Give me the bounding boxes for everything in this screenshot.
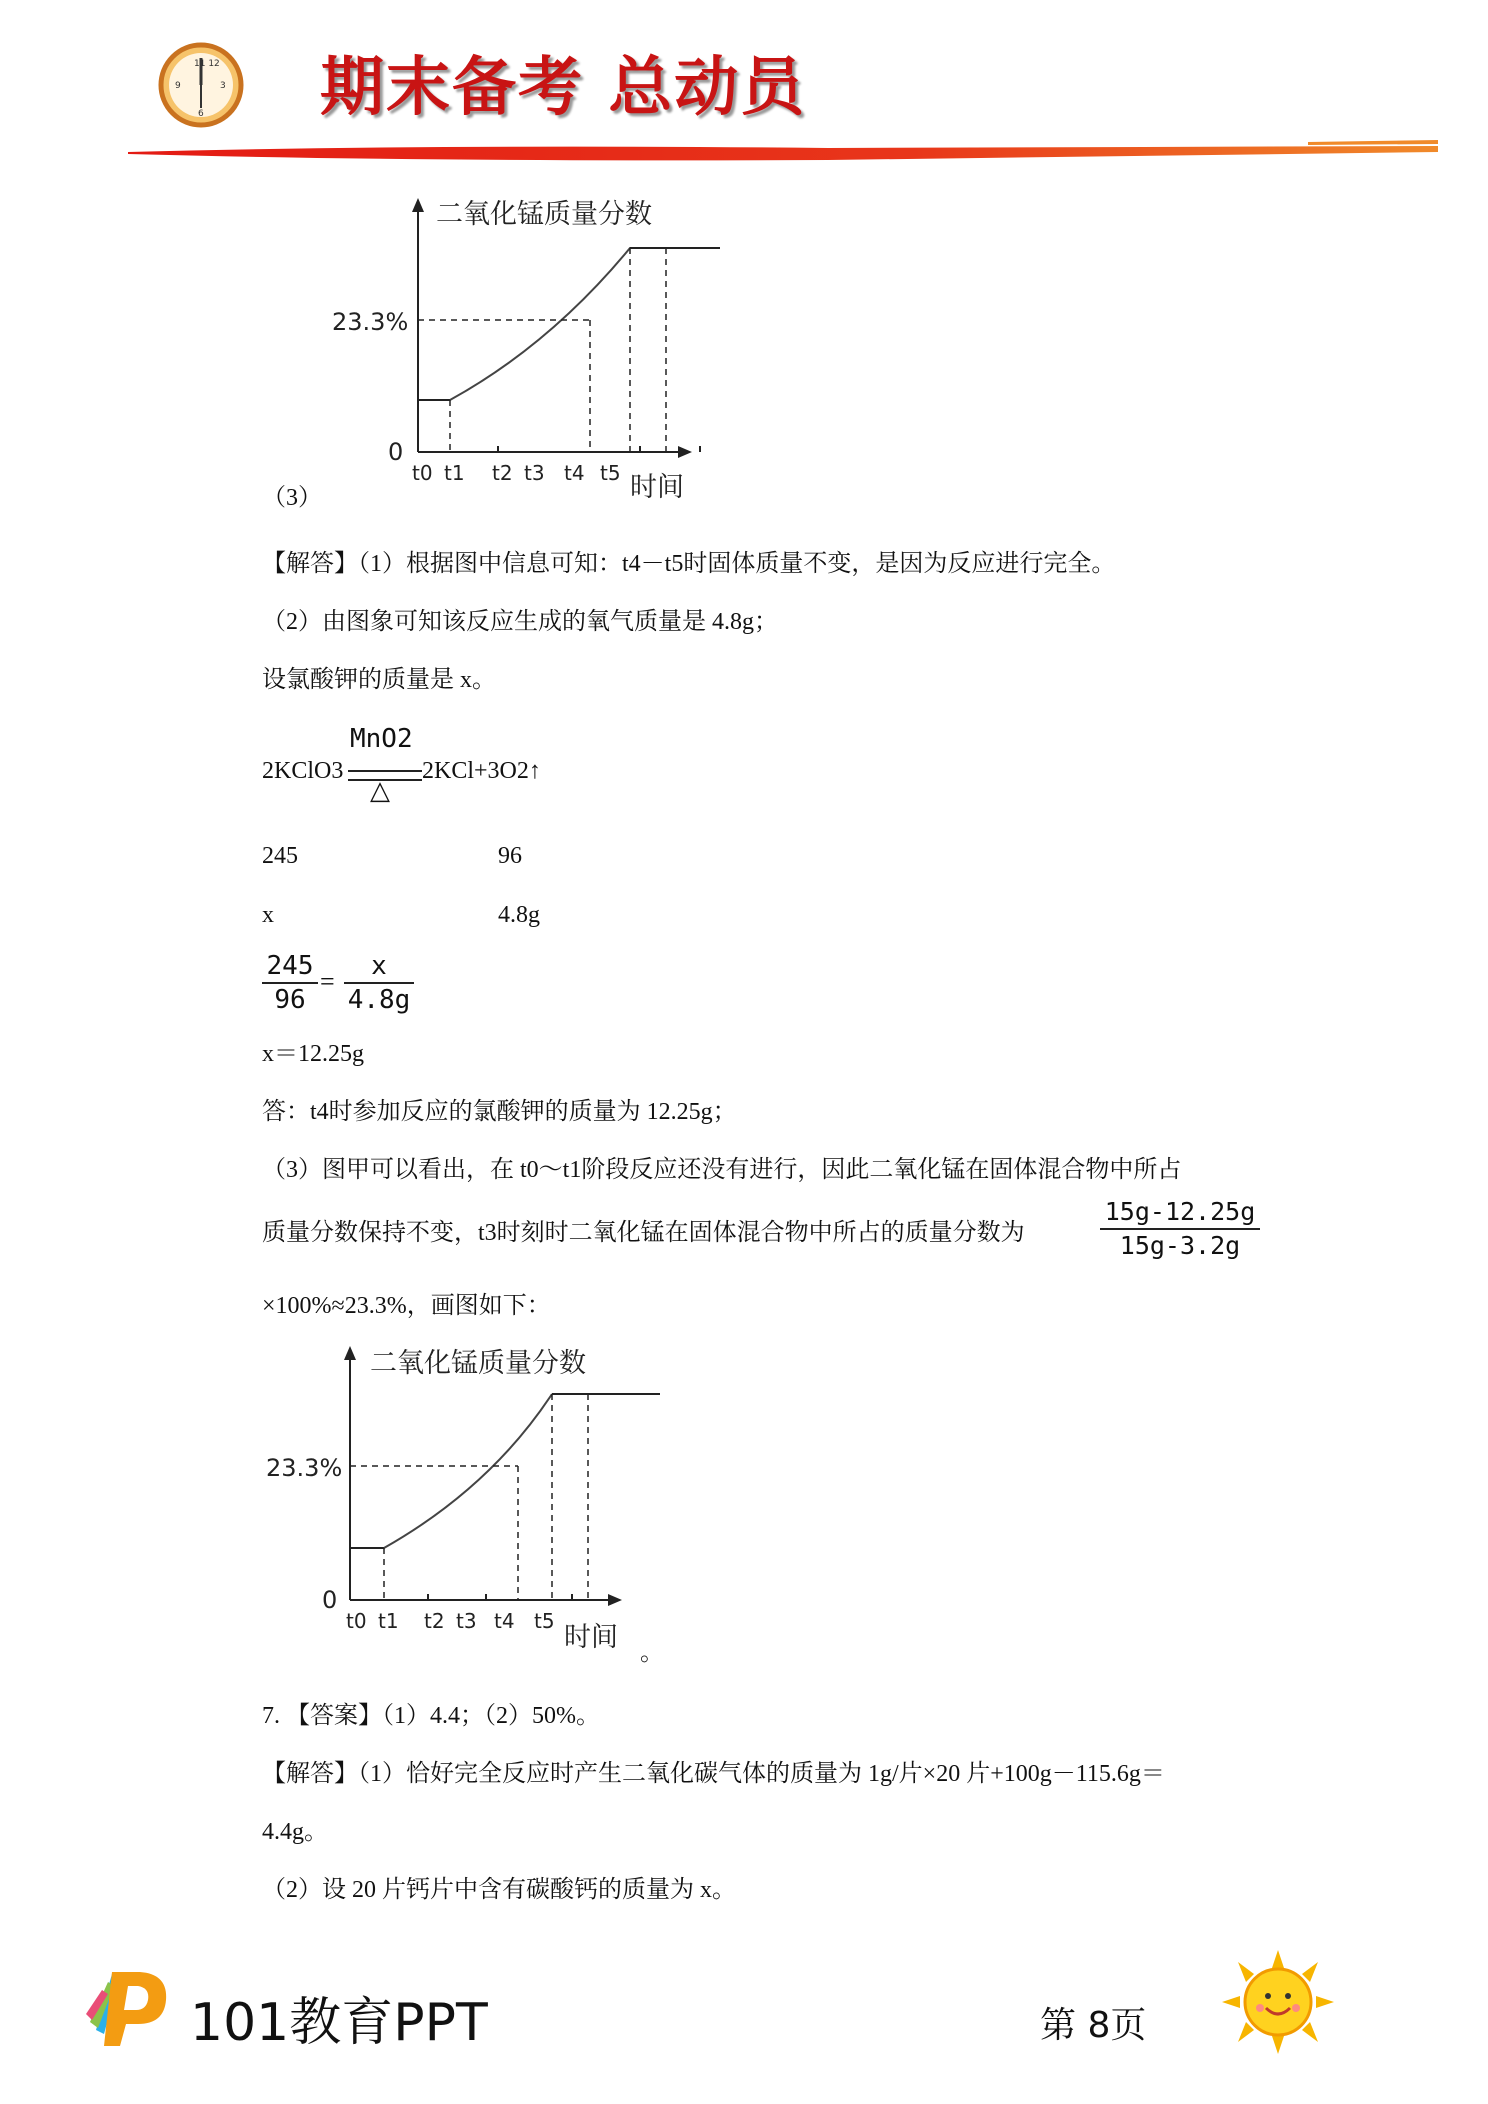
answer-line: 答：t4时参加反应的氯酸钾的质量为 12.25g； [262, 1099, 737, 1125]
fraction-numerator: 245 [266, 951, 314, 981]
brand-name: 101教育PPT [190, 1993, 488, 2053]
graph2-tick: t4 [494, 1609, 515, 1633]
ratio-x: x [262, 902, 274, 928]
graph1-tick: t3 [524, 461, 545, 485]
graph1-origin: 0 [388, 438, 404, 466]
graph2-origin: 0 [322, 1586, 338, 1614]
ratio-245: 245 [262, 843, 298, 869]
graph1-ylabel: 二氧化锰质量分数 [436, 199, 652, 230]
equation-left: 2KClO3 [262, 758, 344, 784]
brand-logo-icon [82, 1960, 174, 2050]
equation-right: 2KCl+3O2↑ [422, 758, 541, 784]
equation-catalyst: MnO2 [350, 724, 413, 754]
header-divider [128, 140, 1438, 166]
graph1-xlabel: 时间 [630, 472, 684, 503]
graph2-tick: t0 [346, 1609, 367, 1633]
fraction-denominator: 96 [274, 985, 306, 1015]
result-line: x＝12.25g [262, 1041, 364, 1067]
q7-answer: 7. 【答案】（1）4.4；（2）50%。 [262, 1703, 600, 1729]
fraction-denominator: 15g-3.2g [1119, 1231, 1241, 1260]
fraction-denominator: 4.8g [347, 985, 411, 1015]
header-title: 期末备考 总动员 [320, 50, 807, 125]
fraction-mno2 [1100, 1196, 1260, 1262]
graph2-tick: t5 [534, 1609, 555, 1633]
graph2-ytick: 23.3% [266, 1454, 343, 1482]
q7-solution-3: （2）设 20 片钙片中含有碳酸钙的质量为 x。 [262, 1877, 736, 1903]
equation-condition: △ [370, 776, 390, 805]
ratio-96: 96 [498, 843, 522, 869]
fraction-numerator: x [371, 951, 387, 981]
part3-line-2: 质量分数保持不变，t3时刻时二氧化锰在固体混合物中所占的质量分数为 [262, 1220, 1025, 1246]
part3-line-1: （3）图甲可以看出，在 t0～t1阶段反应还没有进行，因此二氧化锰在固体混合物中所占 [262, 1157, 1182, 1183]
page-number: 第 8页 [1040, 2005, 1147, 2046]
sun-icon [1222, 1950, 1334, 2054]
svg-text:11 12: 11 12 [194, 59, 220, 69]
graph1-ytick: 23.3% [332, 308, 409, 336]
graph-2 [250, 1338, 670, 1668]
fraction-numerator: 15g-12.25g [1104, 1197, 1256, 1226]
svg-text:9: 9 [175, 81, 181, 91]
graph-1 [300, 190, 720, 520]
solution-line-1: 【解答】（1）根据图中信息可知：t4－t5时固体质量不变，是因为反应进行完全。 [262, 551, 1116, 577]
part3-line-3: ×100%≈23.3%，画图如下： [262, 1293, 551, 1319]
solution-line-3: 设氯酸钾的质量是 x。 [262, 667, 496, 693]
graph2-tick: t1 [378, 1609, 399, 1633]
graph2-ylabel: 二氧化锰质量分数 [370, 1348, 586, 1379]
graph2-xlabel: 时间 [564, 1622, 618, 1653]
graph2-tick: t2 [424, 1609, 445, 1633]
graph2-period: 。 [640, 1640, 664, 1666]
svg-text:3: 3 [220, 81, 226, 91]
fraction-245-96 [262, 950, 318, 1016]
fraction-x-4.8g [344, 950, 414, 1016]
graph1-tick: t4 [564, 461, 585, 485]
ratio-4.8g: 4.8g [498, 902, 540, 928]
q7-solution-2: 4.4g。 [262, 1819, 328, 1845]
svg-text:6: 6 [198, 109, 204, 119]
graph1-tick: t1 [444, 461, 465, 485]
graph1-tick: t5 [600, 461, 621, 485]
equals-sign: = [320, 967, 335, 996]
graph1-tick: t0 [412, 461, 433, 485]
graph1-label: （3） [262, 485, 322, 511]
graph2-tick: t3 [456, 1609, 477, 1633]
solution-line-2: （2）由图象可知该反应生成的氧气质量是 4.8g； [262, 609, 778, 635]
clock-icon [158, 42, 244, 128]
graph1-tick: t2 [492, 461, 513, 485]
q7-solution-1: 【解答】（1）恰好完全反应时产生二氧化碳气体的质量为 1g/片×20 片+100g－115.6g＝ [262, 1761, 1165, 1787]
